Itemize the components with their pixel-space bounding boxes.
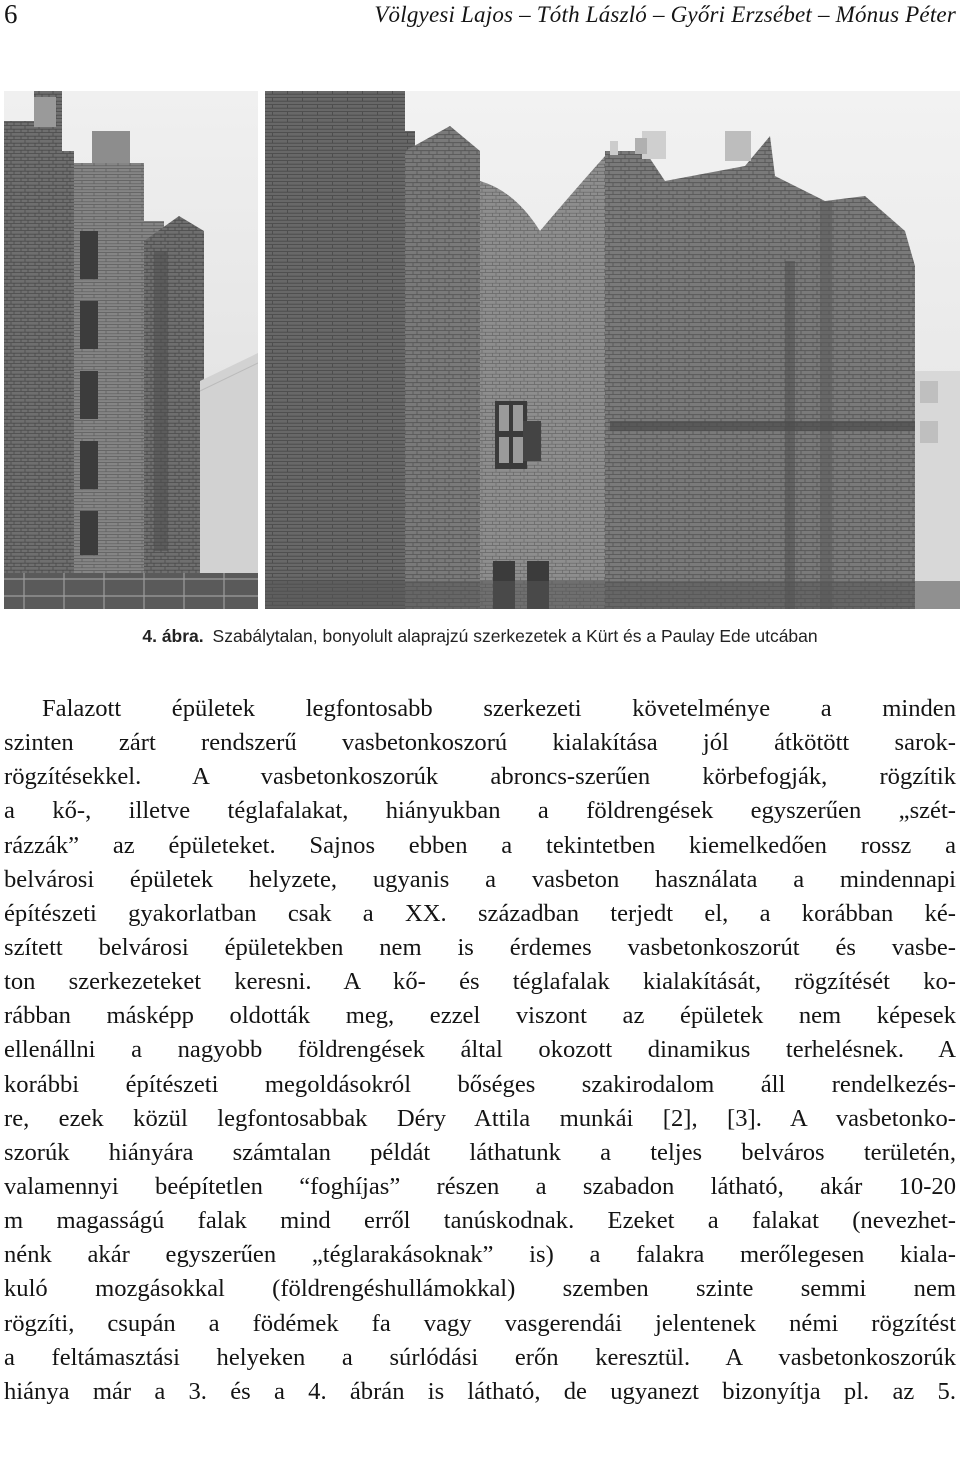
body-line: belvárosi épületek helyzete, ugyanis a vasbeton használata a mindennapi [4,865,956,893]
photo-brick-firewall-narrow [4,91,258,609]
body-line: építészeti gyakorlatban csak a XX. században terjedt el, a korábban ké- [4,899,956,927]
figure [0,91,960,609]
page-number: 6 [4,0,18,29]
photo-brick-firewall-wide [265,91,960,609]
body-line: rögzíti, csupán a födémek fa vagy vasgerendái jelentenek némi rögzítést [4,1309,956,1337]
body-line: rábban másképp oldották meg, ezzel viszont az épületek nem képesek [4,1002,956,1030]
body-line: rögzítésekkel. A vasbetonkoszorúk abroncs-szerűen körbefogják, rögzítik [4,763,956,791]
body-line: m magasságú falak mind erről tanúskodnak. Ezeket a falakat (nevezhet- [4,1207,956,1235]
body-line: re, ezek közül legfontosabbak Déry Attila munkái [2], [3]. A vasbetonko- [4,1104,956,1132]
figure-caption-label: 4. ábra. [142,626,204,646]
body-paragraph [4,692,956,1409]
figure-caption [0,624,960,648]
body-line: a feltámasztási helyeken a súrlódási erőn keresztül. A vasbetonkoszorúk [4,1343,956,1371]
body-line: valamennyi beépítetlen “foghíjas” részen a szabadon látható, akár 10-20 [4,1172,956,1200]
body-line: ellenállni a nagyobb földrengések által okozott dinamikus terhelésnek. A [4,1036,956,1064]
body-line: kuló mozgásokkal (földrengéshullámokkal) szemben szinte semmi nem [4,1275,956,1303]
body-line: a kő-, illetve téglafalakat, hiányukban a földrengések egyszerűen „szét- [4,797,956,825]
page-header [0,0,960,36]
body-line: ton szerkezeteket keresni. A kő- és téglafalak kialakítását, rögzítését ko- [4,968,956,996]
body-line: Falazott épületek legfontosabb szerkezeti követelménye a minden [42,695,956,722]
figure-caption-text: Szabálytalan, bonyolult alaprajzú szerkezetek a Kürt és a Paulay Ede utcában [212,626,818,646]
running-head: Völgyesi Lajos – Tóth László – Győri Erzsébet – Mónus Péter [374,2,956,27]
body-line: nénk akár egyszerűen „téglarakásoknak” is) a falakra merőlegesen kiala- [4,1241,956,1269]
body-line: szinten zárt rendszerű vasbetonkoszorú kialakítása jól átkötött sarok- [4,729,956,757]
body-line: rázzák” az épületeket. Sajnos ebben a tekintetben kiemelkedően rossz a [4,831,956,859]
body-line: hiánya már a 3. és a 4. ábrán is látható, de ugyanezt bizonyítja pl. az 5. [4,1377,956,1405]
body-line: korábbi építészeti megoldásokról bőséges szakirodalom áll rendelkezés- [4,1070,956,1098]
body-line: szorúk hiányára számtalan példát láthatunk a teljes belváros területén, [4,1138,956,1166]
body-line: szített belvárosi épületekben nem is érdemes vasbetonkoszorút és vasbe- [4,933,956,961]
